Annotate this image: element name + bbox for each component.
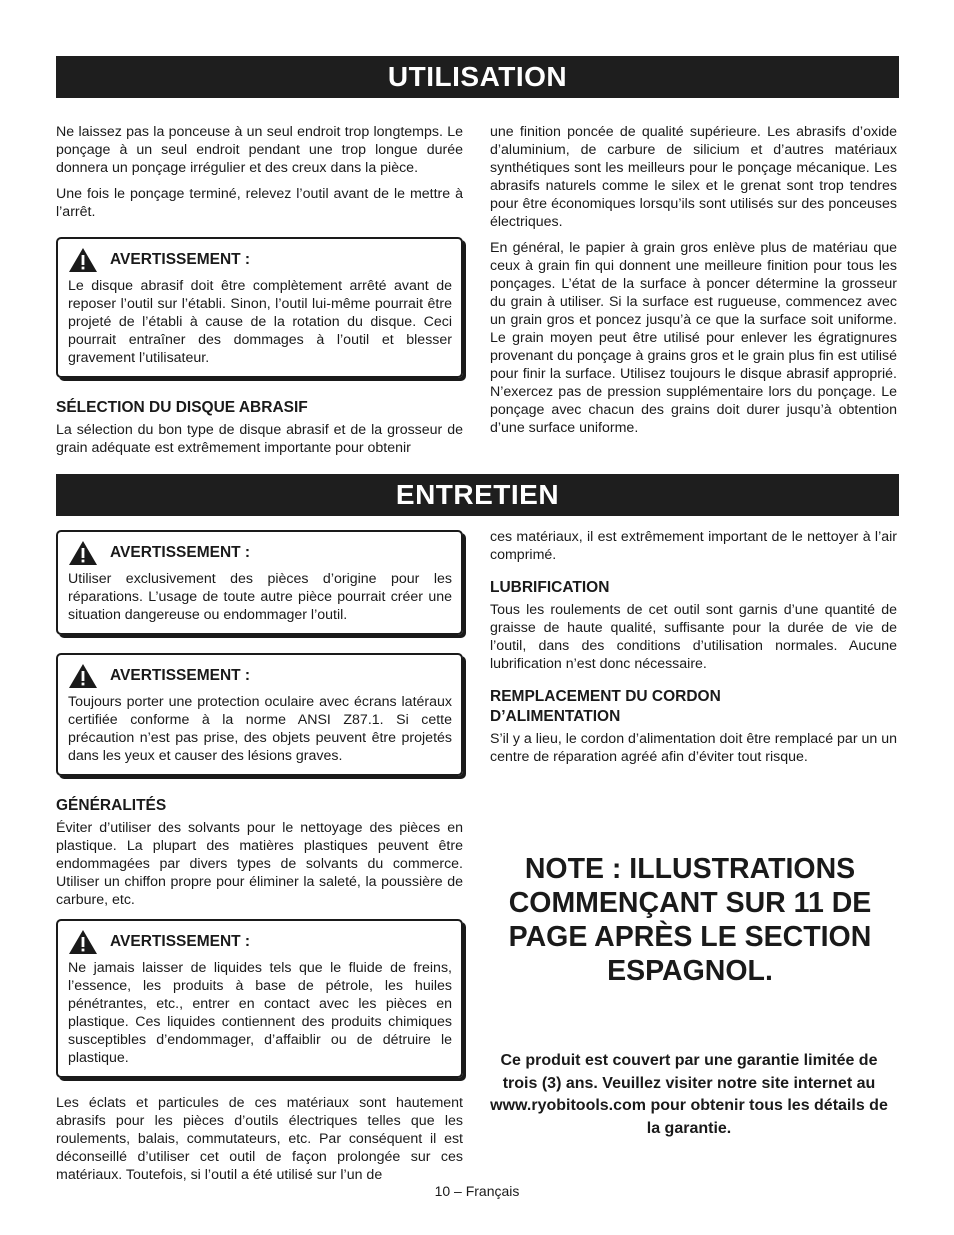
paragraph: ces matériaux, il est extrêmement important de le nettoyer à l’air comprimé. — [490, 529, 897, 563]
warning-title: AVERTISSEMENT : — [110, 667, 251, 684]
section-heading: GÉNÉRALITÉS — [56, 797, 167, 814]
utilisation-left-column — [56, 123, 463, 465]
paragraph: une finition poncée de qualité supérieure. Les abrasifs d’oxide d’aluminium, de carbure de silicium et d’autres matériaux synthétiques sont les meilleurs pour le ponçage mécanique. Les abrasifs naturels comme le silex et le grenat sont trop tendres pour être économiques lorsqu’ils sont utilisés sur des ponceuses électriques. — [490, 124, 897, 230]
section-banner-utilisation: UTILISATION — [56, 56, 899, 98]
paragraph: Tous les roulements de cet outil sont garnis d’une quantité de graisse de haute qualité, suffisante pour la durée de vie de l’outil, dans des conditions d’utilisation normales. Aucune lubrification n’est donc nécessaire. — [490, 602, 897, 672]
paragraph: Les éclats et particules de ces matériaux sont hautement abrasifs pour les pièces d’outils électriques telles que les roulements, balais, commutateurs, etc. Par conséquent il est déconseillé d’utiliser cet outil de façon prolongée sur ces matériaux. Toutefois, si l’outil a été utilisé sur l’un de — [56, 1095, 463, 1183]
warning-header — [68, 540, 452, 566]
paragraph: Ne laissez pas la ponceuse à un seul endroit trop longtemps. Le ponçage à un seul endroit pendant une trop longue durée donnera un ponçage irrégulier et des creux dans la pièce. — [56, 124, 463, 176]
warning-box — [56, 653, 463, 776]
illustrations-note: NOTE : ILLUSTRATIONS COMMENÇANT SUR 11 DE PAGE APRÈS LE SECTION ESPAGNOL. — [508, 853, 872, 987]
entretien-left-column — [56, 530, 463, 1192]
warning-box — [56, 919, 463, 1078]
warning-text: Ne jamais laisser de liquides tels que le fluide de freins, l’essence, les produits à base de pétrole, les huiles pénétrantes, etc., entrer en contact avec les pièces en plastique. Ces liquides contiennent des produits chimiques susceptibles d’endommager, d’affaiblir ou de détruire le plastique. — [68, 960, 452, 1066]
warranty-notice: Ce produit est couvert par une garantie limitée de trois (3) ans. Veuillez visiter notre site internet au www.ryobitools.com pour obtenir tous les détails de la garantie. — [490, 1052, 888, 1137]
warning-header — [68, 929, 452, 955]
warning-triangle-icon — [68, 247, 98, 273]
warning-title: AVERTISSEMENT : — [110, 251, 251, 268]
warning-text: Utiliser exclusivement des pièces d’origine pour les réparations. L’usage de toute autre pièce pourrait créer une situation dangereuse ou endommager l’outil. — [68, 571, 452, 623]
section-heading: SÉLECTION DU DISQUE ABRASIF — [56, 399, 308, 416]
utilisation-right-column — [490, 123, 897, 445]
warning-box — [56, 237, 463, 378]
warning-triangle-icon — [68, 540, 98, 566]
paragraph: En général, le papier à grain gros enlève plus de matériau que ceux à grain fin qui donnent une meilleure finition pour tous les ponçages. L’état de la surface à poncer détermine la grosseur du grain à utiliser. Si la surface est rugueuse, commencez avec un grain gros et poncez jusqu’à ce que la surface soit uniforme. Le grain moyen peut être utilisé pour enlever les égratignures provenant du ponçage à grains gros et le grain plus fin est utilisé pour finir la surface. Utilisez toujours le disque abrasif approprié. N’exercez pas de pression supplémentaire lors du ponçage. Le ponçage avec chacun des grains doit durer jusqu’à obtention d’une surface uniforme. — [490, 240, 897, 436]
paragraph: S’il y a lieu, le cordon d’alimentation doit être remplacé par un un centre de réparation agréé afin d’éviter tout risque. — [490, 731, 897, 765]
page-footer: 10 – Français — [434, 1183, 520, 1199]
section-banner-entretien: ENTRETIEN — [56, 474, 899, 516]
warning-triangle-icon — [68, 663, 98, 689]
warning-box — [56, 530, 463, 635]
section-heading: REMPLACEMENT DU CORDON D’ALIMENTATION — [490, 688, 721, 725]
paragraph: Une fois le ponçage terminé, relevez l’outil avant de le mettre à l’arrêt. — [56, 186, 463, 220]
warning-header — [68, 663, 452, 689]
paragraph: Éviter d’utiliser des solvants pour le nettoyage des pièces en plastique. La plupart des matières plastiques peuvent être endommagées par divers types de solvants du commerce. Utiliser un chiffon propre pour éliminer la saleté, la poussière de carbure, etc. — [56, 820, 463, 908]
warning-text: Le disque abrasif doit être complètement arrêté avant de reposer l’outil sur l’établi. Sinon, l’outil lui-même pourrait être projeté de l’établi à cause de la rotation du disque. Ceci pourrait entraîner des dommages à l’outil et blesser gravement l’utilisateur. — [68, 278, 452, 366]
warning-text: Toujours porter une protection oculaire avec écrans latéraux certifiée conforme à la norme ANSI Z87.1. Si cette précaution n’est pas prise, des objets peuvent être projetés dans les yeux et causer des lésions graves. — [68, 694, 452, 764]
paragraph: La sélection du bon type de disque abrasif et de la grosseur de grain adéquate est extrêmement importante pour obtenir — [56, 422, 463, 456]
warning-title: AVERTISSEMENT : — [110, 933, 251, 950]
warning-header — [68, 247, 452, 273]
warning-title: AVERTISSEMENT : — [110, 544, 251, 561]
warning-triangle-icon — [68, 929, 98, 955]
entretien-right-column — [490, 528, 897, 774]
section-heading: LUBRIFICATION — [490, 579, 610, 596]
